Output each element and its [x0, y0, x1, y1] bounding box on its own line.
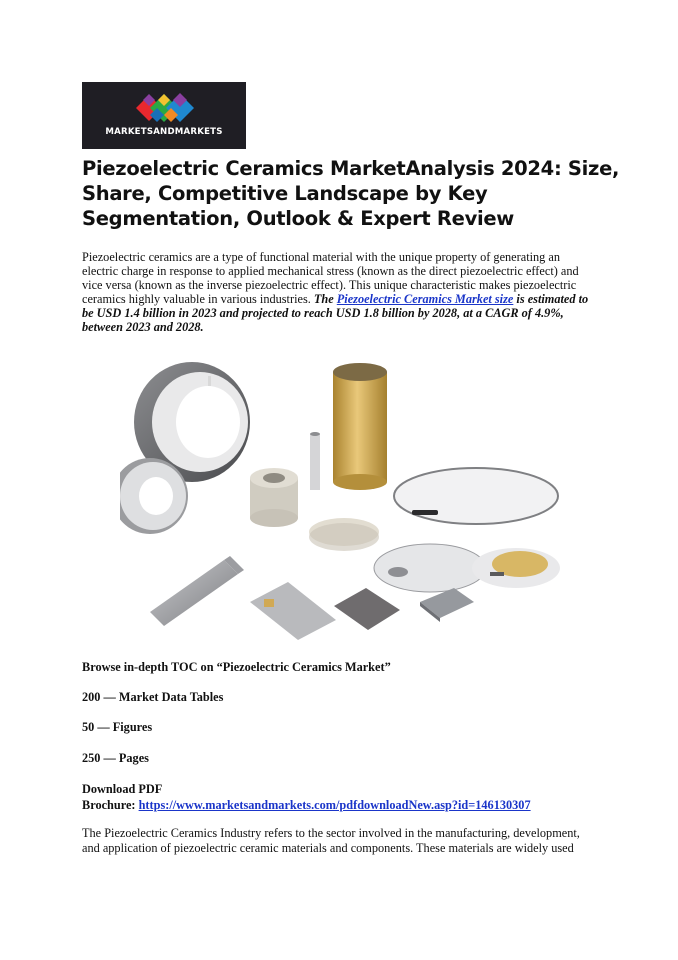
page-title: Piezoelectric Ceramics MarketAnalysis 2024: Size, Share, Competitive Landscape by Key Segmentation, Outlook & Expert Review — [82, 157, 620, 230]
brochure-label-line2: Brochure: — [82, 798, 139, 812]
logo-diamonds-icon — [82, 82, 246, 149]
brochure-label-line2-row — [82, 797, 531, 813]
body-paragraph: The Piezoelectric Ceramics Industry refers to the sector involved in the manufacturing, development, and application of piezoelectric ceramic materials and components. These materials are widely used — [82, 826, 580, 855]
intro-text: Piezoelectric ceramics are a type of functional material with the unique property of generating an electric charge in response to applied mechanical stress (known as the direct piezoelectric effect) and vice versa (known as the inverse piezoelectric effect). This unique characteristic makes piezoelectric ceramics highly valuable in various industries. — [82, 250, 579, 307]
toc-tables: 200 — Market Data Tables — [82, 690, 224, 704]
toc-pages: 250 — Pages — [82, 751, 149, 765]
intro-emph-lead: The — [313, 292, 337, 307]
toc-heading: Browse in-depth TOC on “Piezoelectric Ceramics Market” — [82, 660, 391, 674]
brochure-label-line1: Download PDF — [82, 782, 163, 796]
intro-emph-tail: is estimated to be USD 1.4 billion in 2023 and projected to reach USD 1.8 billion by 2028, at a CAGR of 4.9%, between 2023 and 2028. — [82, 292, 589, 335]
marketsandmarkets-logo[interactable] — [82, 82, 246, 149]
toc-figures: 50 — Figures — [82, 720, 153, 734]
logo-wordmark: MARKETSANDMARKETS — [105, 127, 223, 137]
intro-paragraph — [82, 250, 594, 335]
brochure-download-link[interactable]: https://www.marketsandmarkets.com/pdfdownloadNew.asp?id=146130307 — [138, 798, 531, 812]
market-size-link[interactable]: Piezoelectric Ceramics Market size — [336, 292, 514, 307]
brochure-download — [82, 781, 531, 813]
piezo-ceramics-product-photo — [120, 350, 570, 650]
